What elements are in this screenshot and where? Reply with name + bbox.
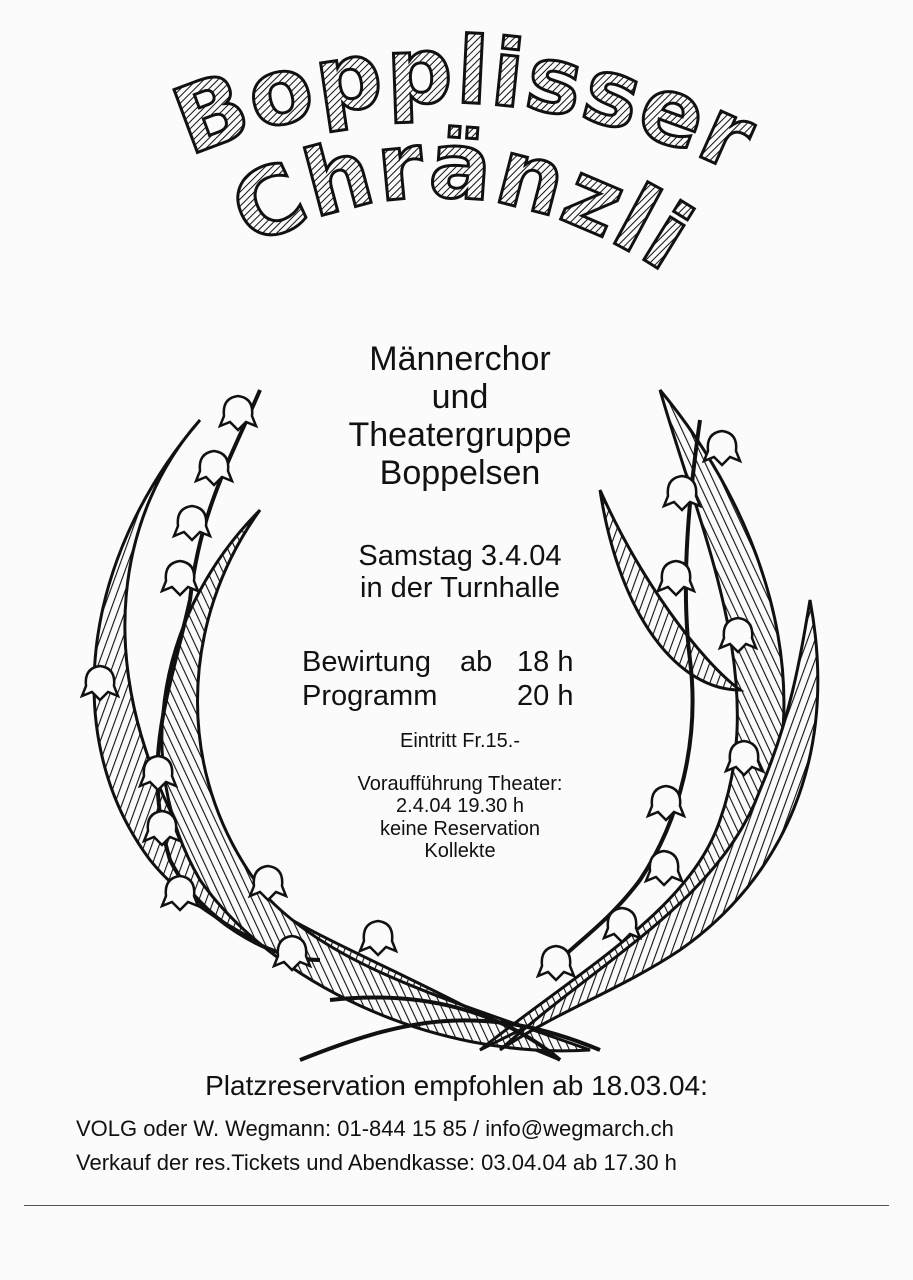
title-line-2: Chränzli [215,110,711,292]
schedule-time: 20 h [517,680,574,712]
organizer-line: und [431,378,489,417]
reservation-headline: Platzreservation empfohlen ab 18.03.04: [205,1070,708,1101]
schedule-time: 18 h [517,646,574,678]
ticket-sales-info: Verkauf der res.Tickets und Abendkasse: 03.04.04 ab 17.30 h [76,1150,677,1175]
organizers-block [250,340,670,492]
preview-note: Kollekte [424,840,496,863]
event-info [250,540,670,605]
reservation-contact: VOLG oder W. Wegmann: 01-844 15 85 / info@wegmarch.ch [76,1116,674,1141]
organizer-line: Theatergruppe [348,416,572,455]
event-date: Samstag 3.4.04 [358,540,562,572]
schedule-label: Programm [302,680,438,712]
event-venue: in der Turnhalle [360,572,560,605]
schedule-label: Bewirtung [302,646,431,678]
page-edge-divider [24,1205,889,1206]
poster-title [0,0,913,360]
preview-note: keine Reservation [379,817,541,840]
preview-date-time: 2.4.04 19.30 h [396,795,524,818]
admission-price [250,730,670,752]
preview-heading: Voraufführung Theater: [357,773,563,795]
organizer-line: Boppelsen [379,454,541,493]
schedule-prefix: ab [460,646,493,678]
admission-text: Eintritt Fr.15.- [399,730,521,752]
title-line-1: Bopplisser [159,16,772,194]
organizer-line: Männerchor [369,340,551,378]
preview-info [250,773,670,863]
